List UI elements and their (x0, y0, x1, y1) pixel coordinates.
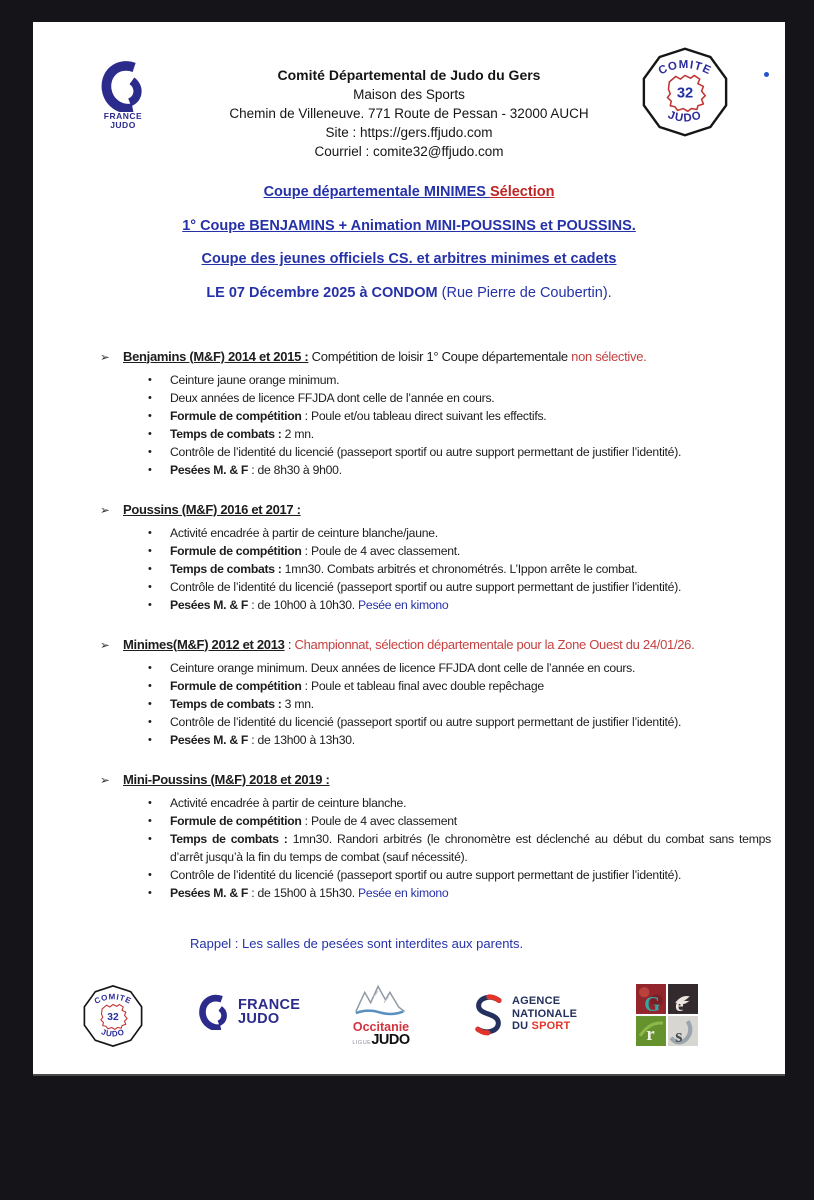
ans-text-3: DU SPORT (512, 1020, 571, 1033)
bullet-dot-icon: • (148, 373, 152, 386)
badge-top-text: COMITE (93, 992, 134, 1006)
bullet-dot-icon: • (148, 409, 152, 422)
bullet-dot-icon: • (148, 526, 152, 539)
list-item: • Contrôle de l’identité du licencié (passeport sportif ou autre support permettant de justifier l’identité). (148, 579, 682, 594)
ligue-text: LIGUE (352, 1040, 372, 1046)
bullet-dot-icon: • (148, 391, 152, 404)
gers-letter-e: e (675, 994, 684, 1016)
title-block (33, 172, 785, 302)
list-item: • Ceinture jaune orange minimum. (148, 372, 340, 387)
section-heading: ➢ Mini-Poussins (M&F) 2018 et 2019 : (100, 771, 771, 790)
email-line: Courriel : comite32@ffjudo.com (314, 144, 504, 159)
section-mini-poussins (100, 771, 771, 902)
bullet-dot-icon: • (148, 733, 152, 746)
france-judo-swirl-icon (196, 994, 232, 1030)
bullet-dot-icon: • (148, 715, 152, 728)
title-line-4: LE 07 Décembre 2025 à CONDOM (Rue Pierre de Coubertin). (206, 284, 612, 301)
title-line-3: Coupe des jeunes officiels CS. et arbitres minimes et cadets (201, 251, 617, 267)
footer-logos (33, 982, 785, 1058)
rules-content (33, 348, 785, 951)
bullet-dot-icon: • (148, 832, 152, 845)
list-item: • Contrôle de l’identité du licencié (passeport sportif ou autre support permettant de justifier l’identité). (148, 444, 682, 459)
france-judo-logo-footer (196, 994, 300, 1030)
section-heading: ➢ Poussins (M&F) 2016 et 2017 : (100, 501, 771, 520)
arrow-bullet-icon: ➢ (100, 351, 110, 364)
occitanie-judo-logo (343, 982, 419, 1050)
list-item: • Temps de combats : 3 mn. (148, 696, 314, 711)
section-heading: ➢ Benjamins (M&F) 2014 et 2015 : Compétition de loisir 1° Coupe départementale non sélective. (100, 348, 771, 367)
france-judo-logo-text-1: FRANCE (103, 111, 143, 121)
document-header (33, 22, 785, 172)
rappel-note: Rappel : Les salles de pesées sont interdites aux parents. (190, 935, 524, 951)
title-line-1: Coupe départementale MINIMES Sélection (263, 184, 555, 200)
list-item: • Temps de combats : 2 mn. (148, 426, 314, 441)
comite-32-badge (639, 46, 731, 138)
comite-32-badge-footer (81, 984, 145, 1048)
bullet-dot-icon: • (148, 697, 152, 710)
bullet-dot-icon: • (148, 796, 152, 809)
list-item: • Activité encadrée à partir de ceinture blanche/jaune. (148, 525, 438, 540)
france-judo-text-1: FRANCE (238, 997, 301, 1013)
badge-number: 32 (107, 1011, 119, 1023)
agence-nationale-sport-logo (471, 992, 577, 1036)
list-item: • Formule de compétition : Poule et/ou tableau direct suivant les effectifs. (148, 408, 547, 423)
badge-number: 32 (676, 85, 694, 102)
list-item: • Contrôle de l’identité du licencié (passeport sportif ou autre support permettant de justifier l’identité). (148, 714, 682, 729)
section-heading: ➢ Minimes(M&F) 2012 et 2013 : Championnat, sélection départementale pour la Zone Ouest du 24/01/26. (100, 636, 771, 655)
ans-text-2: NATIONALE (512, 1007, 578, 1020)
bullet-dot-icon: • (148, 427, 152, 440)
gers-letter-g: G (644, 993, 661, 1016)
section-benjamins (100, 348, 771, 479)
address-line: Chemin de Villeneuve. 771 Route de Pessan - 32000 AUCH (229, 106, 589, 121)
badge-bottom-text: JUDO (666, 109, 704, 125)
badge-bottom-text: JUDO (100, 1027, 126, 1039)
list-item: • Ceinture orange minimum. Deux années de licence FFJDA dont celle de l’année en cours. (148, 660, 636, 675)
gers-letter-s: s (675, 1025, 683, 1046)
bullet-dot-icon: • (148, 463, 152, 476)
list-item: • Pesées M. & F : de 8h30 à 9h00. (148, 462, 342, 477)
org-name: Comité Départemental de Judo du Gers (277, 67, 541, 83)
mountains-icon (346, 982, 416, 1016)
bullet-dot-icon: • (148, 814, 152, 827)
website-line: Site : https://gers.ffjudo.com (325, 125, 493, 140)
list-item: • Temps de combats : 1mn30. Randori arbitrés (le chronomètre est déclenché au début du combat sans temps d’arrêt jusqu’à la fin du temps de combat (sauf nécessité). (148, 831, 771, 864)
badge-top-text: COMITE (656, 58, 714, 78)
bullet-dot-icon: • (148, 661, 152, 674)
list-item: • Formule de compétition : Poule de 4 avec classement (148, 813, 457, 828)
list-item: • Activité encadrée à partir de ceinture blanche. (148, 795, 407, 810)
bullet-dot-icon: • (148, 562, 152, 575)
bullet-dot-icon: • (148, 886, 152, 899)
ans-s-icon (471, 992, 505, 1036)
title-line-2: 1° Coupe BENJAMINS + Animation MINI-POUSSINS et POUSSINS. (182, 217, 636, 234)
list-item: • Deux années de licence FFJDA dont celle de l’année en cours. (148, 390, 495, 405)
gers-mosaic-logo (636, 984, 698, 1046)
list-item: • Pesées M. & F : de 15h00 à 15h30. Pesée en kimono (148, 885, 449, 900)
occitanie-text: Occitanie (352, 1020, 410, 1034)
address-line: Maison des Sports (353, 87, 465, 102)
arrow-bullet-icon: ➢ (100, 774, 110, 787)
arrow-bullet-icon: ➢ (100, 504, 110, 517)
list-item: • Formule de compétition : Poule et tableau final avec double repêchage (148, 678, 544, 693)
bullet-dot-icon: • (148, 445, 152, 458)
france-judo-logo-text-2: JUDO (110, 120, 136, 130)
ans-text-1: AGENCE (512, 995, 561, 1008)
list-item: • Formule de compétition : Poule de 4 avec classement. (148, 543, 461, 558)
section-minimes (100, 636, 771, 749)
bullet-dot-icon: • (148, 868, 152, 881)
list-item: • Pesées M. & F : de 10h00 à 10h30. Pesée en kimono (148, 597, 449, 612)
bullet-dot-icon: • (148, 544, 152, 557)
bullet-dot-icon: • (148, 679, 152, 692)
list-item: • Contrôle de l’identité du licencié (passeport sportif ou autre support permettant de justifier l’identité). (148, 867, 682, 882)
france-judo-text-2: JUDO (238, 1011, 280, 1027)
list-item: • Pesées M. & F : de 13h00 à 13h30. (148, 732, 355, 747)
judo-text: JUDO (371, 1032, 410, 1048)
document-page (33, 22, 785, 1074)
bullet-dot-icon: • (148, 598, 152, 611)
blue-dot (764, 72, 769, 77)
section-poussins (100, 501, 771, 614)
bullet-dot-icon: • (148, 580, 152, 593)
gers-letter-r: r (646, 1023, 655, 1045)
arrow-bullet-icon: ➢ (100, 639, 110, 652)
list-item: • Temps de combats : 1mn30. Combats arbitrés et chronométrés. L’Ippon arrête le combat. (148, 561, 638, 576)
